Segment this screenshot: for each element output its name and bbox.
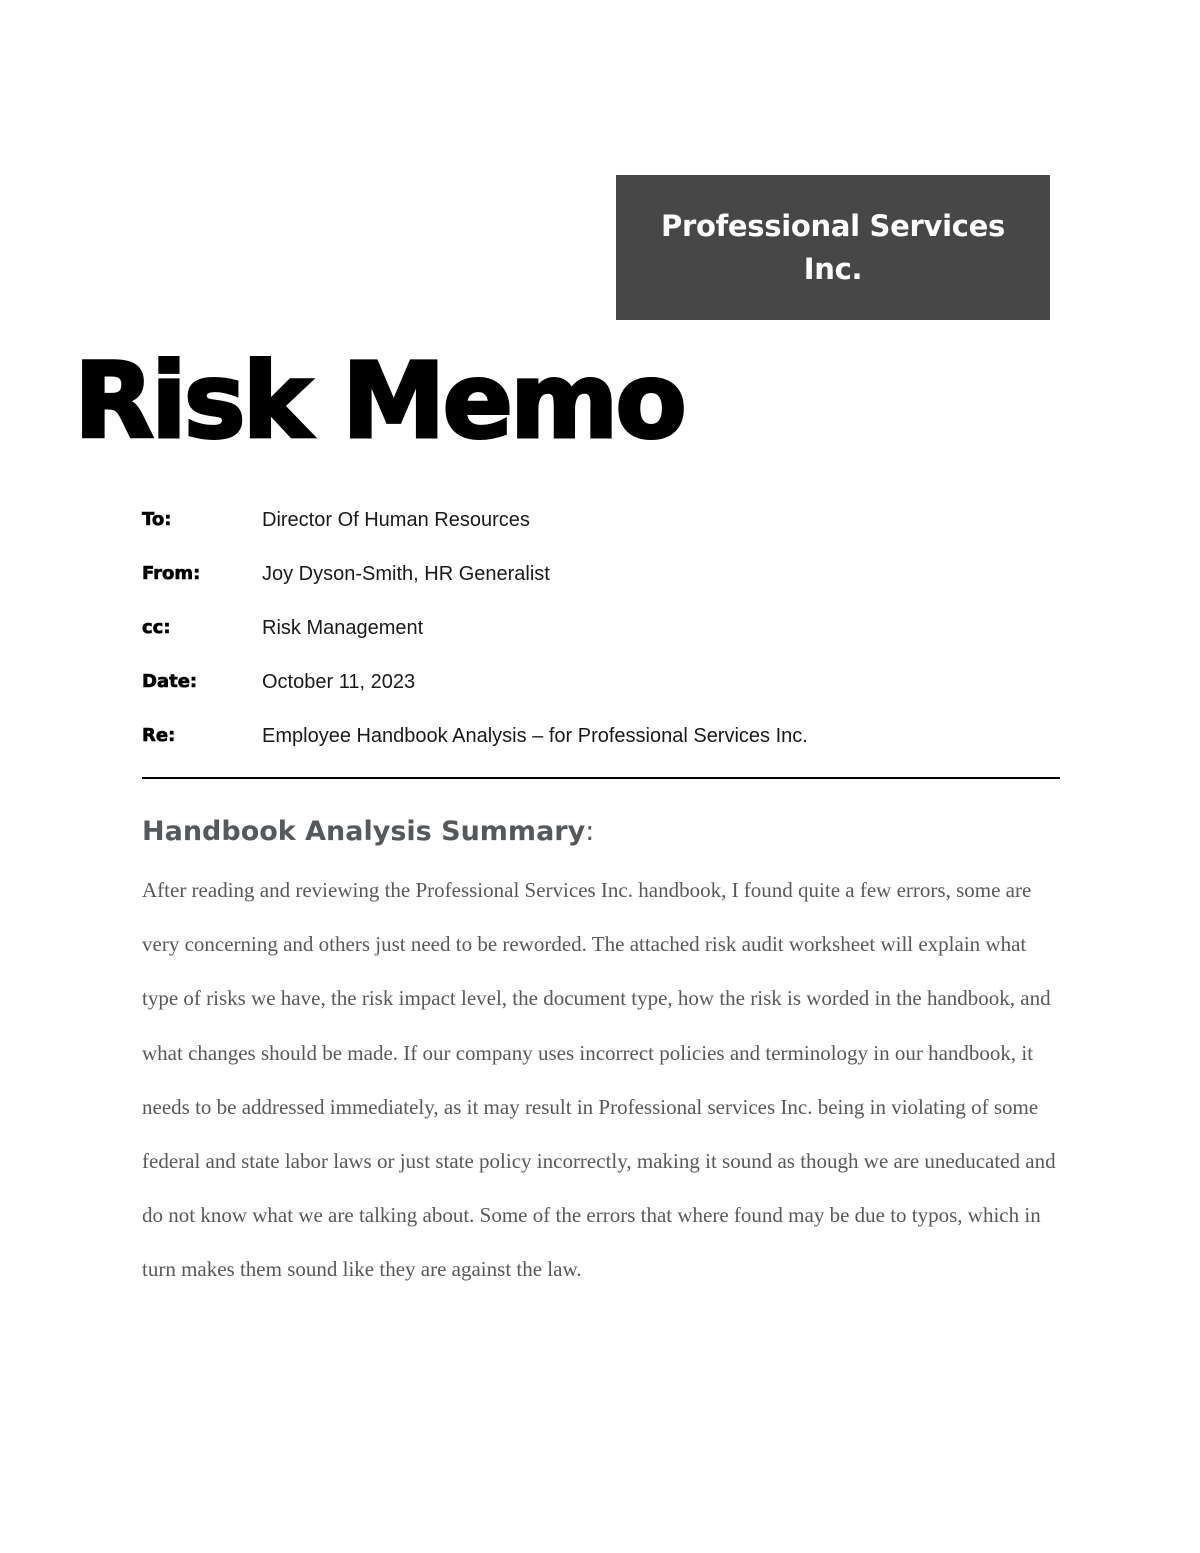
- header-divider: [142, 777, 1060, 779]
- memo-field-value: Director Of Human Resources: [262, 509, 530, 531]
- summary-heading-colon: :: [585, 816, 595, 847]
- summary-heading: [142, 812, 594, 852]
- memo-field-label: From:: [142, 563, 201, 584]
- summary-heading-text: Handbook Analysis Summary: [142, 816, 586, 847]
- memo-header-fields: [142, 506, 1060, 776]
- company-name: Professional Services Inc.: [661, 208, 1005, 286]
- memo-field-value: Joy Dyson-Smith, HR Generalist: [262, 563, 550, 585]
- company-name-banner: [616, 175, 1050, 320]
- memo-field-re: [142, 722, 1060, 776]
- memo-field-label: cc:: [142, 617, 171, 638]
- memo-field-label: To:: [142, 509, 172, 530]
- memo-field-date: [142, 668, 1060, 722]
- memo-field-cc: [142, 614, 1060, 668]
- memo-title: Risk Memo: [74, 340, 684, 462]
- memo-field-value: Risk Management: [262, 617, 424, 639]
- memo-field-to: [142, 506, 1060, 560]
- summary-body: After reading and reviewing the Professional Services Inc. handbook, I found quite a few errors, some are very concerning and others just need to be reworded. The attached risk audit worksheet will explain what type of risks we have, the risk impact level, the document type, how the risk is worded in the handbook, and what changes should be made. If our company uses incorrect policies and terminology in our handbook, it needs to be addressed immediately, as it may result in Professional services Inc. being in violating of some federal and state labor laws or just state policy incorrectly, making it sound as though we are uneducated and do not know what we are talking about. Some of the errors that where found may be due to typos, which in turn makes them sound like they are against the law.: [142, 878, 1056, 1282]
- memo-field-label: Re:: [142, 725, 176, 746]
- memo-field-from: [142, 560, 1060, 614]
- memo-field-label: Date:: [142, 671, 198, 692]
- memo-field-value: October 11, 2023: [262, 671, 416, 693]
- memo-field-value: Employee Handbook Analysis – for Professional Services Inc.: [262, 725, 808, 747]
